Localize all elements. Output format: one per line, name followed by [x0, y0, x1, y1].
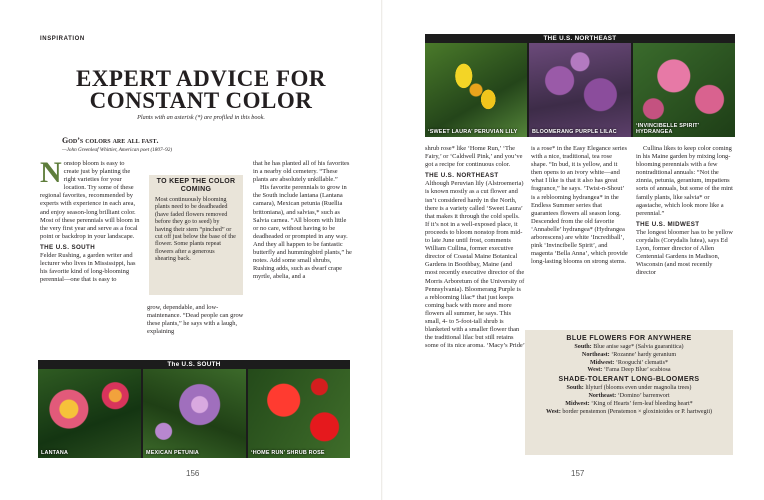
- shade-line: Midwest: ‘King of Hearts’ fern-leaf bleeding heart*: [565, 400, 693, 407]
- lantana-photo: [38, 369, 141, 458]
- south-paragraph: Felder Rushing, a garden writer and lecturer who lives in Mississippi, has his favorite kind of long-blooming perennial—one that is easy to: [40, 252, 136, 284]
- home-run-rose-photo: [248, 369, 350, 458]
- south-photo-band: [38, 360, 350, 458]
- r-col3-paragraph-2: The longest bloomer has to be yellow corydalis (Corydalis lutea), says Ed Lyon, former director of Allen Centennial Gardens in Madison, Wisconsin (and most recently director: [636, 228, 733, 277]
- col3-paragraph-1: that he has planted all of his favorites in a nearby old cemetery. “These plants are absolutely unkillable.”: [253, 160, 350, 184]
- sidebar-text: Most continuously blooming plants need to be deadheaded (have faded flowers removed before they go to seed) by having their stem “pinched” or cut off just below the base of the flower. Some plants repeat flowers after a generous shearing back.: [155, 196, 236, 263]
- subtitle: Plants with an asterisk (*) are profiled in this book.: [137, 114, 265, 121]
- epigraph-attribution: —John Greenleaf Whittier, American poet (1807–92): [62, 147, 173, 153]
- col2-tail-paragraph: grow, dependable, and low-maintenance. “Dead people can grow these plants,” he says with a laugh, explaining: [147, 304, 244, 336]
- drop-cap: N: [40, 156, 62, 189]
- right-column-2: [531, 145, 629, 266]
- heading-us-south: THE U.S. SOUTH: [40, 243, 96, 251]
- shade-tolerant-heading: SHADE-TOLERANT LONG-BLOOMERS: [558, 376, 700, 384]
- left-column-3: [253, 160, 353, 281]
- hydrangea-caption: ‘INVINCIBELLE SPIRIT’ HYDRANGEA: [636, 123, 700, 135]
- right-column-3: [636, 145, 734, 278]
- home-run-rose-caption: ‘HOME RUN’ SHRUB ROSE: [251, 450, 325, 456]
- r-col2-paragraph-1: is a rose* in the Easy Elegance series with a nice, traditional, tea rose shape. “In bud, it is yellow, and it then opens to an ivory white—and what I like is that it also has great fragrance,” he says. ‘Twist-n-Shout’ is a reblooming hydrangea* in the Endless Summer series that guarantees flowers all season long. Descended from the old favorite ‘Annabelle’ hydrangea* (Hydrangea arborescens) are white ‘Incrediball’, pink ‘Invincibelle Spirit’, and magenta ‘Bella Anna’, which provide long-lasting blooms on strong stems.: [531, 145, 628, 266]
- r-col1-paragraph-1: shrub rose* like ‘Home Run,’ ‘The Fairy,’ or ‘Caldwell Pink,’ and you’ve got a recipe for continuous color.: [425, 145, 523, 169]
- page-number-left: 156: [186, 469, 200, 478]
- mexican-petunia-photo: [143, 369, 246, 458]
- r-col1-paragraph-2: Although Peruvian lily (Alstroemeria) is known mostly as a cut flower and isn’t considered hardy in the North, there is a variety called ‘Sweet Laura’ that makes it through the cold spells. If it’s not in a well-exposed place, it proceeds to bloom nonstop from mid- to late June until frost, comments William Cullina, former executive director of Coastal Maine Botanical Gardens in Boothbay, Maine (and most recently executive director of the Morris Arboretum of the University of Pennsylvania). Bloomerang Purple is a reblooming lilac* that just keeps coming back with more and more flowers all summer, he says. This small, 4- to 5-foot-tall shrub is blanketed with a smaller flower than the traditional lilac but still retains some of its nice aroma. ‘Macy’s Pride’: [425, 180, 525, 350]
- r-col3-paragraph-1: Cullina likes to keep color coming in his Maine garden by mixing long-blooming perennials with a few nontraditional annuals: “Not the zinnia, petunia, geranium, impatiens sorts of annuals, but some of the mint family plants, like salvia* or agastache, which look more like a perennial.”: [636, 145, 733, 217]
- left-column-1: [40, 156, 140, 284]
- peruvian-lily-caption: ‘SWEET LAURA’ PERUVIAN LILY: [428, 129, 518, 135]
- title-line-1: EXPERT ADVICE FOR: [75, 66, 327, 91]
- mexican-petunia-caption: MEXICAN PETUNIA: [146, 450, 200, 456]
- heading-us-midwest: THE U.S. MIDWEST: [636, 220, 700, 228]
- epigraph-quote: God’s colors are all fast.: [62, 136, 159, 145]
- shade-line: Northeast: ‘Domino’ barrenwort: [588, 392, 670, 399]
- peruvian-lily-photo: [425, 43, 527, 137]
- left-column-2-tail: [147, 304, 247, 336]
- shade-line: West: border penstemon (Penstemon × gloxinioides or P. hartwegii): [545, 408, 713, 415]
- title-line-2: CONSTANT COLOR: [89, 88, 313, 113]
- section-label: INSPIRATION: [40, 36, 85, 42]
- right-column-1: [425, 145, 525, 350]
- blue-flowers-line: Northeast: ‘Rozanne’ hardy geranium: [581, 351, 677, 358]
- hydrangea-photo: [633, 43, 735, 137]
- shade-line: South: lilyturf (blooms even under magnolia trees): [566, 385, 692, 392]
- northeast-photo-band: [425, 34, 735, 137]
- book-gutter: [381, 0, 383, 500]
- lantana-caption: LANTANA: [41, 450, 69, 456]
- regional-favorites-box: [525, 330, 733, 455]
- page-title: [40, 68, 362, 112]
- blue-flowers-line: South: Blue anise sage* (Salvia guaranitica): [574, 344, 684, 350]
- sidebar-title: TO KEEP THE COLOR COMING: [156, 178, 236, 193]
- col3-paragraph-2: His favorite perennials to grow in the South include lantana (Lantana camara), Mexican petunia (Ruellia brittoniana), and salvias,* such as Salvia carnea. “All bloom with little or no care, without having to be deadheaded or prompted in any way. And they all happen to be fantastic butterfly and hummingbird plants,” he notes. Add some small shrubs, Rushing adds, such as dwarf crape myrtle, abelia, and a: [253, 184, 352, 281]
- blue-flowers-line: Midwest: ‘Rooguchi’ clematis*: [589, 359, 669, 366]
- purple-lilac-caption: BLOOMERANG PURPLE LILAC: [532, 129, 617, 135]
- blue-flowers-heading: BLUE FLOWERS FOR ANYWHERE: [566, 335, 692, 342]
- epigraph: [62, 136, 197, 153]
- blue-flowers-line: West: ‘Fama Deep Blue’ scabiosa: [587, 367, 671, 374]
- northeast-band-title: THE U.S. NORTHEAST: [543, 35, 617, 42]
- heading-us-northeast: THE U.S. NORTHEAST: [425, 172, 499, 180]
- tip-sidebar: [149, 175, 243, 295]
- page-number-right: 157: [571, 469, 585, 478]
- purple-lilac-photo: [529, 43, 631, 137]
- south-band-title: The U.S. SOUTH: [167, 361, 221, 368]
- intro-paragraph: onstop bloom is easy to create just by planting the right varieties for your location. Try some of these regional favorites, recommended by experts with experience in each area, and enjoy season-long brilliant color. Most of these perennials will bloom in the very first year and serve as a focal point or backdrop in your landscape.: [40, 160, 140, 240]
